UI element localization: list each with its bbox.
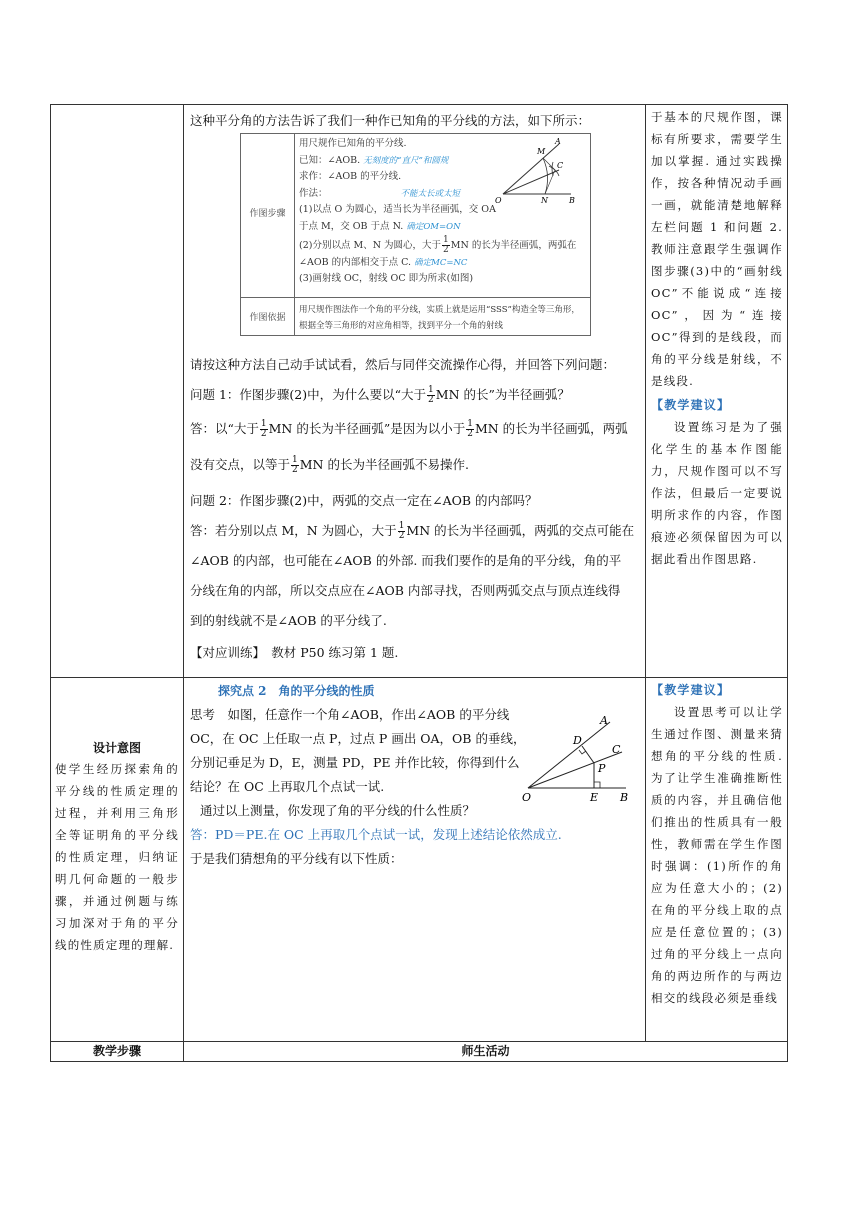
table-right-border [787, 104, 788, 1062]
suggestion-heading: 【教学建议】 [651, 683, 731, 697]
suggestion-text: 设置练习是为了强化学生的基本作图能力，尺规作图可以不写作法，但最后一定要说明所求作的内容，作图痕迹必须保留因为可以据此看出作图思路. [651, 420, 783, 566]
label-c: C [557, 161, 564, 170]
think-line-2: OC，在 OC 上任取一点 P，过点 P 画出 OA，OB 的垂线， [190, 731, 526, 746]
row-divider [50, 1041, 788, 1042]
answer-2-line4: 到的射线就不是∠AOB 的平分线了. [190, 613, 387, 628]
label-o: O [522, 791, 532, 804]
question-1: 问题 1：作图步骤(2)中，为什么要以“大于 $\frac{1}{2}$ MN 的长”为半径画弧？ [190, 385, 570, 405]
ruler-note: 无刻度的“直尺”和圆规 [363, 155, 449, 166]
step-line: 于点 M，交 OB 于点 N. 确定OM=ON [299, 220, 461, 232]
label-p: P [598, 762, 606, 775]
label-o: O [495, 196, 502, 205]
perpendicular-pd [582, 746, 594, 763]
design-intent-text: 使学生经历探索角的平分线的性质定理的过程，并利用三角形全等证明角的平分线的性质定理，归纳证明几何命题的一般步骤，并通过例题与练习加深对于角的平分线的性质定理的理解. [55, 762, 179, 952]
top-middle-questions [190, 352, 642, 666]
label-d: D [573, 734, 582, 747]
top-middle-cell [190, 108, 642, 134]
label-a: A [555, 137, 561, 146]
design-intent-title: 设计意图 [92, 741, 141, 755]
step-line: 用尺规作已知角的平分线. [299, 138, 407, 149]
right-angle-mark-e [594, 782, 600, 788]
half-fraction: $\frac{1}{2}$ [443, 234, 449, 255]
answer-2-line1: 答：若分别以点 M，N 为圆心，大于 $\frac{1}{2}$ MN 的长为半径画弧，两弧的交点可能在 [190, 521, 635, 541]
om-note: 确定OM=ON [406, 221, 461, 232]
step-line: ∠AOB 的内部相交于点 C. 确定MC=NC [299, 256, 468, 268]
label-n: N [541, 196, 548, 205]
label-b: B [569, 196, 575, 205]
step-line: 作法： 不能太长或太短 [299, 187, 461, 199]
column-divider [645, 104, 646, 1042]
label-e: E [590, 791, 599, 804]
step-line: (2)分别以点 M、N 为圆心，大于 $\frac{1}{2}$ MN 的长为半径画弧，两弧在 [299, 234, 577, 255]
intro-text: 这种平分角的方法告诉了我们一种作已知角的平分线的方法，如下所示： [190, 113, 591, 128]
think-line-1: 思考 如图，任意作一个角∠AOB，作出∠AOB 的平分线 [190, 707, 510, 722]
bisector-construction-diagram [493, 136, 589, 206]
length-note: 不能太长或太短 [400, 188, 461, 199]
step-line: (1)以点 O 为圆心，适当长为半径画弧，交 OA [299, 204, 496, 216]
ray-oa [528, 722, 610, 788]
arc-c2 [552, 162, 553, 176]
table-top-border [50, 104, 788, 105]
teacher-student-activity-header: 师生活动 [461, 1044, 510, 1058]
explore-heading: 探究点 2 角的平分线的性质 [218, 684, 375, 698]
label-a: A [600, 714, 608, 727]
box-row-divider [241, 297, 590, 298]
question-2: 问题 2：作图步骤(2)中，两弧的交点一定在∠AOB 的内部吗？ [190, 493, 538, 508]
ray-oc [528, 752, 622, 788]
think-line-4: 结论？在 OC 上再取几个点试一试. [190, 779, 385, 794]
answer-2-line3: 分线在角的内部，所以交点应在∠AOB 内部寻找，否则两弧交点与顶点连线得 [190, 583, 621, 598]
answer-1-line1: 答：以“大于 $\frac{1}{2}$ MN 的长为半径画弧”是因为以小于 $\frac{1}{2}$ MN 的长为半径画弧，两弧 [190, 419, 628, 439]
design-intent-cell [55, 738, 179, 956]
column-divider [183, 104, 184, 1062]
row-divider [50, 677, 788, 678]
basis-content: 用尺规作图法作一个角的平分线，实质上就是运用“SSS”构造全等三角形，根据全等三角形的对应角相等，找到平分一个角的射线 [299, 305, 580, 331]
ray-oa [503, 144, 559, 194]
table-left-border [50, 104, 51, 1062]
answer-2-line2: ∠AOB 的内部，也可能在∠AOB 的外部. 而我们要作的是角的平分线，角的平 [190, 553, 622, 568]
mc-note: 确定MC=NC [414, 257, 468, 268]
right-top-cell [651, 106, 783, 570]
think-line-3: 分别记垂足为 D，E，测量 PD，PE 并作比较，你得到什么 [190, 755, 520, 770]
answer-1-line2: 没有交点，以等于 $\frac{1}{2}$ MN 的长为半径画弧不易操作. [190, 455, 469, 475]
teaching-steps-header: 教学步骤 [92, 1044, 141, 1058]
think-line-5: 通过以上测量，你发现了角的平分线的什么性质？ [200, 803, 476, 818]
step-line: 求作：∠AOB 的平分线. [299, 171, 402, 183]
angle-bisector-property-diagram [518, 710, 643, 805]
method-box [240, 133, 591, 336]
step-line: 已知：∠AOB. 无刻度的“直尺”和圆规 [299, 154, 449, 166]
explore-answer: 答：PD＝PE.在 OC 上再取几个点试一试，发现上述结论依然成立. [190, 827, 562, 842]
basis-label: 作图依据 [249, 313, 286, 323]
right-mid-cell [651, 679, 783, 1009]
practice-reference: 【对应训练】 教材 P50 练习第 1 题. [190, 645, 399, 660]
table-bottom-border [50, 1061, 788, 1062]
step-line: (3)画射线 OC，射线 OC 即为所求(如图) [299, 273, 474, 285]
ray-oc [503, 170, 559, 194]
box-label-divider [294, 134, 295, 335]
right-top-text: 于基本的尺规作图，课标有所要求，需要学生加以掌握. 通过实践操作，按各种情况动手画一画，就能清楚地解释左栏问题 1 和问题 2. 教师注意跟学生强调作图步骤(3)中的“画射线 OC”不能说成“连接 OC”，因为“连接 OC”得到的是线段，而角的平分线是射线，不是线段. [651, 110, 783, 388]
label-b: B [620, 791, 629, 804]
segment-mc [543, 158, 555, 170]
prompt-text: 请按这种方法自己动手试试看，然后与同伴交流操作心得，并回答下列问题： [190, 357, 616, 372]
suggestion-text: 设置思考可以让学生通过作图、测量来猜想角的平分线的性质. 为了让学生准确推断性质的内容，并且确信他们推出的性质具有一般性，教师需在学生作图时强调：(1)所作的角应为任意大小的；(2)在角的平分线上取的点应是任意位置的；(3)过角的平分线上一点向角的两边所作的与两边相交的线段必须是垂线 [651, 705, 783, 1005]
explore-conclusion: 于是我们猜想角的平分线有以下性质： [190, 851, 403, 866]
label-c: C [612, 743, 621, 756]
steps-label: 作图步骤 [249, 209, 286, 219]
label-m: M [537, 147, 546, 156]
suggestion-heading: 【教学建议】 [651, 398, 731, 412]
